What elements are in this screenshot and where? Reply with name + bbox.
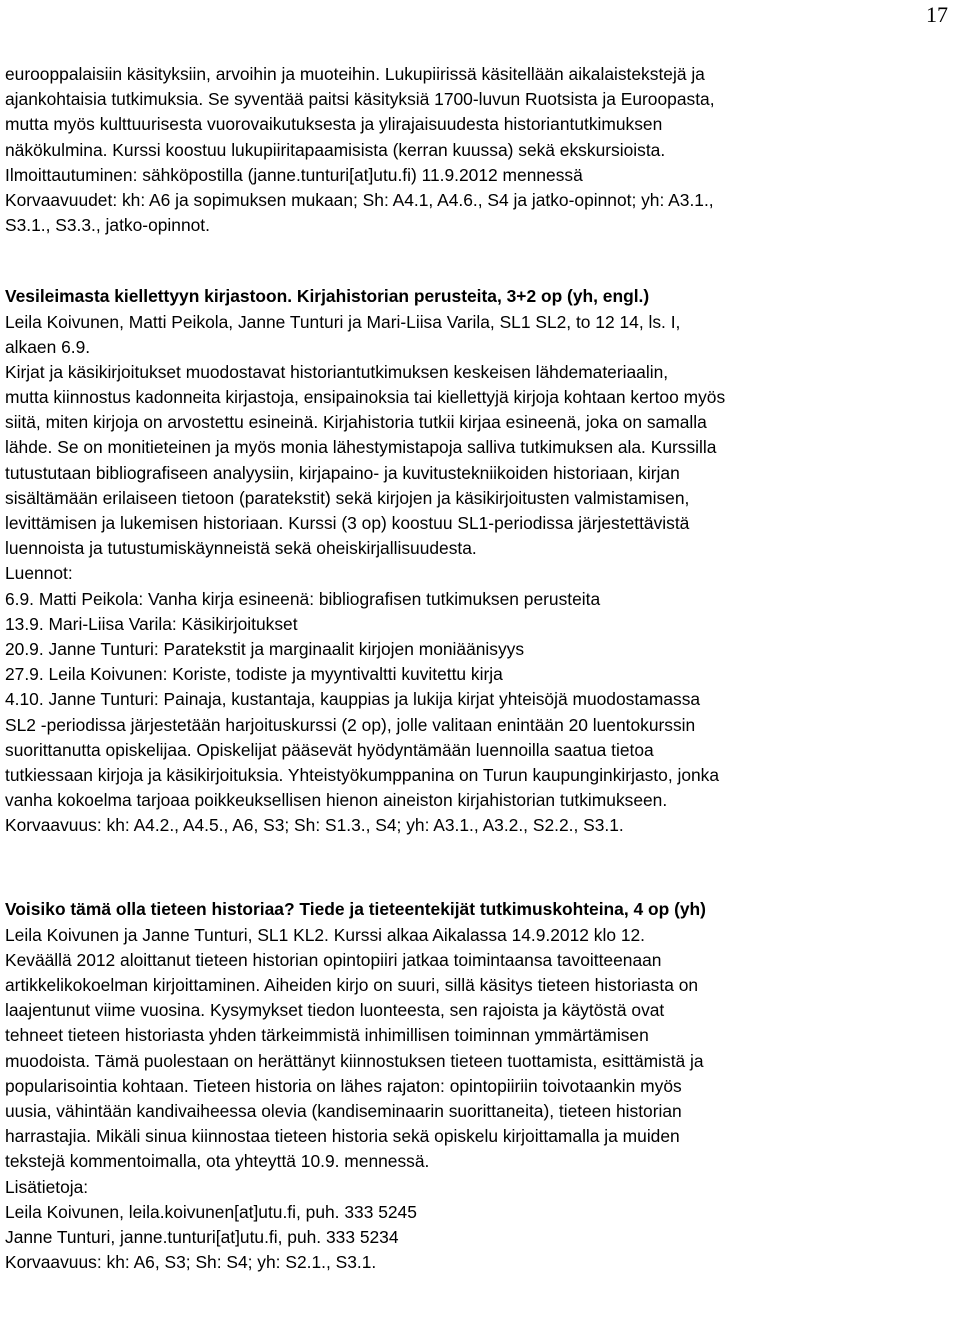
text-line: lähde. Se on monitieteinen ja myös monia lähestymistapoja salliva tutkimuksen ala. Kurssilla	[5, 437, 717, 458]
text-line: vanha kokoelma tarjoaa poikkeuksellisen hienon aineiston kirjahistorian tutkimukseen.	[5, 790, 668, 811]
text-line: alkaen 6.9.	[5, 336, 91, 357]
text-line: Leila Koivunen ja Janne Tunturi, SL1 KL2. Kurssi alkaa Aikalassa 14.9.2012 klo 12.	[5, 924, 646, 945]
text-line: ajankohtaisia tutkimuksia. Se syventää paitsi käsityksiä 1700-luvun Ruotsista ja Euroopasta,	[5, 89, 715, 110]
text-line: muodoista. Tämä puolestaan on herättänyt kiinnostuksen tieteen tuottamista, esittämistä ja	[5, 1050, 704, 1071]
text-line: luennoista ja tutustumiskäynneistä sekä oheiskirjallisuudesta.	[5, 538, 477, 559]
text-line: Kirjat ja käsikirjoitukset muodostavat historiantutkimuksen keskeisen lähdemateriaalin,	[5, 361, 669, 382]
text-line: eurooppalaisiin käsityksiin, arvoihin ja muoteihin. Lukupiirissä käsitellään aikalaistekstejä ja	[5, 64, 705, 84]
text-line: uusia, vähintään kandivaiheessa olevia (kandiseminaarin suorittaneita), tieteen historian	[5, 1100, 682, 1121]
text-line: tekstejä kommentoimalla, ota yhteyttä 10.9. mennessä.	[5, 1151, 430, 1172]
section-heading: Vesileimasta kiellettyyn kirjastoon. Kirjahistorian perusteita, 3+2 op (yh, engl.)	[5, 286, 650, 307]
text-line: mutta kiinnostus kadonneita kirjastoja, ensipainoksia tai kiellettyjä kirjoja kohtaan kertoo myös	[5, 387, 726, 408]
text-line: Leila Koivunen, Matti Peikola, Janne Tunturi ja Mari-Liisa Varila, SL1 SL2, to 12 14, ls. I,	[5, 311, 681, 332]
lecture-item: 4.10. Janne Tunturi: Painaja, kustantaja, kauppias ja lukija kirjat yhteisöjä muodostamassa	[5, 689, 701, 710]
section-kirjahistoria	[5, 284, 951, 838]
credits-line: Korvaavuus: kh: A4.2., A4.5., A6, S3; Sh: S1.3., S4; yh: A3.1., A3.2., S2.2., S3.1.	[5, 815, 624, 836]
text-line: suorittanutta opiskelijaa. Opiskelijat pääsevät hyödyntämään luennoilla saatua tietoa	[5, 739, 654, 760]
section-heading: Voisiko tämä olla tieteen historiaa? Tiede ja tieteentekijät tutkimuskohteina, 4 op (yh)	[5, 899, 706, 920]
lecture-item: 20.9. Janne Tunturi: Paratekstit ja marginaalit kirjojen moniäänisyys	[5, 638, 525, 659]
text-line: tutustutaan bibliografiseen analyysiin, kirjapaino- ja kuvitustekniikoiden historiaan, kirjan	[5, 462, 680, 483]
credits-line: Korvaavuus: kh: A6, S3; Sh: S4; yh: S2.1., S3.1.	[5, 1252, 377, 1273]
text-line: levittämisen ja lukemisen historiaan. Kurssi (3 op) koostuu SL1-periodissa järjestettävistä	[5, 513, 690, 533]
text-line: SL2 -periodissa järjestetään harjoituskurssi (2 op), jolle valitaan enintään 20 luentokurssin	[5, 714, 696, 735]
text-line: Keväällä 2012 aloittanut tieteen historian opintopiiri jatkaa toimintaansa tavoitteenaan	[5, 949, 662, 970]
lecture-item: 6.9. Matti Peikola: Vanha kirja esineenä: bibliografisen tutkimuksen perusteita	[5, 588, 601, 609]
lecture-item: 27.9. Leila Koivunen: Koriste, todiste ja myyntivaltti kuvitettu kirja	[5, 664, 503, 685]
text-line: sisältämään erilaiseen tietoon (paratekstit) sekä kirjojen ja käsikirjoitusten valmistamisen,	[5, 487, 690, 508]
text-line: laajentunut viime vuosina. Kysymykset tiedon luonteesta, sen rajoista ja käytöstä ovat	[5, 1000, 665, 1021]
text-line: harrastajia. Mikäli sinua kiinnostaa tieteen historia sekä opiskelu kirjoittamalla ja muiden	[5, 1126, 680, 1147]
text-line: Korvaavuudet: kh: A6 ja sopimuksen mukaan; Sh: A4.1, A4.6., S4 ja jatko-opinnot; yh: A3.1.,	[5, 189, 714, 210]
text-line: näkökulmina. Kurssi koostuu lukupiiritapaamisista (kerran kuussa) sekä ekskursioista.	[5, 139, 666, 160]
section-tiede	[5, 897, 951, 1275]
text-line: S3.1., S3.3., jatko-opinnot.	[5, 215, 210, 236]
lectures-label: Luennot:	[5, 563, 73, 584]
text-line: artikkelikokoelman kirjoittaminen. Aiheiden kirjo on suuri, sillä käsitys tieteen historiasta on	[5, 975, 699, 995]
section-spacer	[5, 838, 951, 897]
contact-line: Janne Tunturi, janne.tunturi[at]utu.fi, puh. 333 5234	[5, 1226, 399, 1247]
text-line: siitä, miten kirjoja on arvostettu esineinä. Kirjahistoria tutkii kirjaa esineenä, joka on samalla	[5, 412, 707, 433]
document-body	[5, 62, 951, 1275]
text-line: mutta myös kulttuurisesta vuorovaikutuksesta ja ylirajaisuudesta historiantutkimuksen	[5, 114, 663, 135]
text-line: tutkiessaan kirjoja ja käsikirjoituksia. Yhteistyökumppanina on Turun kaupunginkirjasto, jonka	[5, 764, 720, 785]
text-line: Ilmoittautuminen: sähköpostilla (janne.tunturi[at]utu.fi) 11.9.2012 mennessä	[5, 164, 583, 185]
section-spacer	[5, 238, 951, 284]
info-label: Lisätietoja:	[5, 1176, 89, 1197]
intro-paragraph	[5, 62, 951, 238]
text-line: popularisointia kohtaan. Tieteen historia on lähes rajaton: opintopiiriin toivotaankin myös	[5, 1075, 682, 1096]
contact-line: Leila Koivunen, leila.koivunen[at]utu.fi, puh. 333 5245	[5, 1201, 417, 1222]
lecture-item: 13.9. Mari-Liisa Varila: Käsikirjoitukset	[5, 613, 298, 634]
page-number: 17	[926, 2, 948, 27]
text-line: tehneet tieteen historiasta yhden tärkeimmistä inhimillisen toiminnan ymmärtämisen	[5, 1025, 649, 1046]
